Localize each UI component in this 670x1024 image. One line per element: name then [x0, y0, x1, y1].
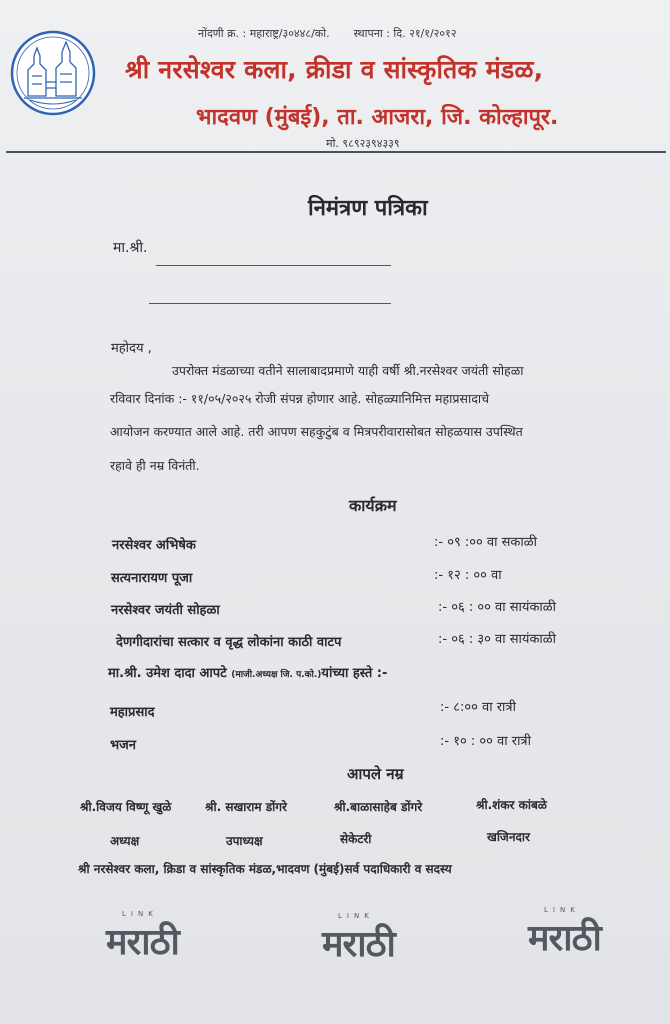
org-name-line-2: भादवण (मुंबई), ता. आजरा, जि. कोल्हापूर.	[196, 105, 559, 130]
program-item-label: सत्यनारायण पूजा	[111, 571, 193, 586]
chief-guest-line	[108, 663, 387, 681]
program-item-label: महाप्रसाद	[110, 705, 155, 720]
registration-line	[198, 26, 457, 41]
chief-guest-title: (माजी.अध्यक्ष जि. प.को.)	[231, 670, 322, 680]
office-bearer-role: सेकेटरी	[340, 832, 372, 846]
link-marathi-watermark	[320, 912, 460, 964]
paragraph-line-1: उपरोक्त मंडळाच्या वतीने सालाबादप्रमाणे याही वर्षी श्री.नरसेश्वर जयंती सोहळा	[172, 363, 524, 378]
chief-guest-name: मा.श्री. उमेश दादा आपटे	[108, 666, 227, 681]
letterhead-divider	[6, 151, 666, 153]
program-item-label: नरसेश्वर जयंती सोहळा	[111, 603, 220, 618]
closing-heading: आपले नम्र	[347, 765, 404, 783]
link-marathi-watermark	[104, 910, 244, 962]
program-heading: कार्यक्रम	[349, 496, 397, 515]
program-item-label: देणगीदारांचा सत्कार व वृद्ध लोकांना काठी वाटप	[116, 635, 342, 650]
watermark-big-text: मराठी	[106, 921, 179, 963]
watermark-small-text: LINK	[338, 912, 374, 920]
watermark-small-text: LINK	[544, 906, 580, 914]
footer-signatory-line: श्री नरसेश्वर कला, क्रिडा व सांस्कृतिक मंडळ,भादवण (मुंबई)सर्व पदाधिकारी व सदस्य	[78, 862, 452, 876]
office-bearer-name: श्री.शंकर कांबळे	[476, 798, 547, 812]
program-item-label: नरसेश्वर अभिषेक	[112, 538, 196, 553]
office-bearer-name: श्री. सखाराम डोंगरे	[205, 800, 287, 814]
program-item-time: :- ०६ : ०० वा सायंकाळी	[438, 600, 557, 615]
greeting: महोदय ,	[111, 341, 152, 356]
org-name-line-1: श्री नरसेश्वर कला, क्रीडा व सांस्कृतिक मंडळ,	[125, 55, 544, 84]
program-item-time: :- ८:०० वा रात्री	[440, 700, 516, 715]
program-item-time: :- ०९ :०० वा सकाळी	[434, 535, 538, 550]
temple-seal-logo	[10, 30, 96, 116]
paragraph-line-3: आयोजन करण्यात आले आहे. तरी आपण सहकुटुंब व मित्रपरीवारासोबत सोहळयास उपस्थित	[110, 424, 523, 439]
office-bearer-role: उपाध्यक्ष	[226, 834, 263, 848]
chief-guest-tail: यांच्या हस्ते :-	[321, 666, 388, 681]
office-bearer-role: अध्यक्ष	[110, 834, 140, 848]
office-bearer-name: श्री.विजय विष्णू खुळे	[80, 800, 172, 814]
recipient-label: मा.श्री.	[113, 240, 148, 256]
recipient-blank-line-1	[156, 265, 391, 266]
recipient-blank-line-2	[149, 303, 391, 304]
mobile-number: मो. ९८९२३९४३३९	[326, 137, 400, 150]
paragraph-line-4: रहावे ही नम्र विनंती.	[110, 458, 200, 473]
watermark-small-text: LINK	[122, 910, 158, 918]
registration-number: नोंदणी क्र. : महाराष्ट्र/३०४४८/को.	[198, 27, 330, 40]
established-date: स्थापना : दि. २१/१/२०१२	[353, 27, 457, 40]
link-marathi-watermark	[526, 906, 666, 958]
document-title: निमंत्रण पत्रिका	[308, 196, 428, 221]
program-item-time: :- ०६ : ३० वा सायंकाळी	[438, 632, 557, 647]
program-item-time: :- १० : ०० वा रात्री	[440, 734, 531, 749]
program-item-label: भजन	[110, 738, 137, 753]
watermark-big-text: मराठी	[322, 923, 395, 965]
office-bearer-role: खजिनदार	[487, 830, 530, 844]
watermark-big-text: मराठी	[528, 917, 601, 959]
paragraph-line-2: रविवार दिनांक :- ११/०५/२०२५ रोजी संपन्न होणार आहे. सोहळ्यानिमित्त महाप्रसादाचे	[110, 391, 490, 406]
program-item-time: :- १२ : ०० वा	[434, 568, 502, 583]
office-bearer-name: श्री.बाळासाहेब डोंगरे	[334, 800, 423, 814]
